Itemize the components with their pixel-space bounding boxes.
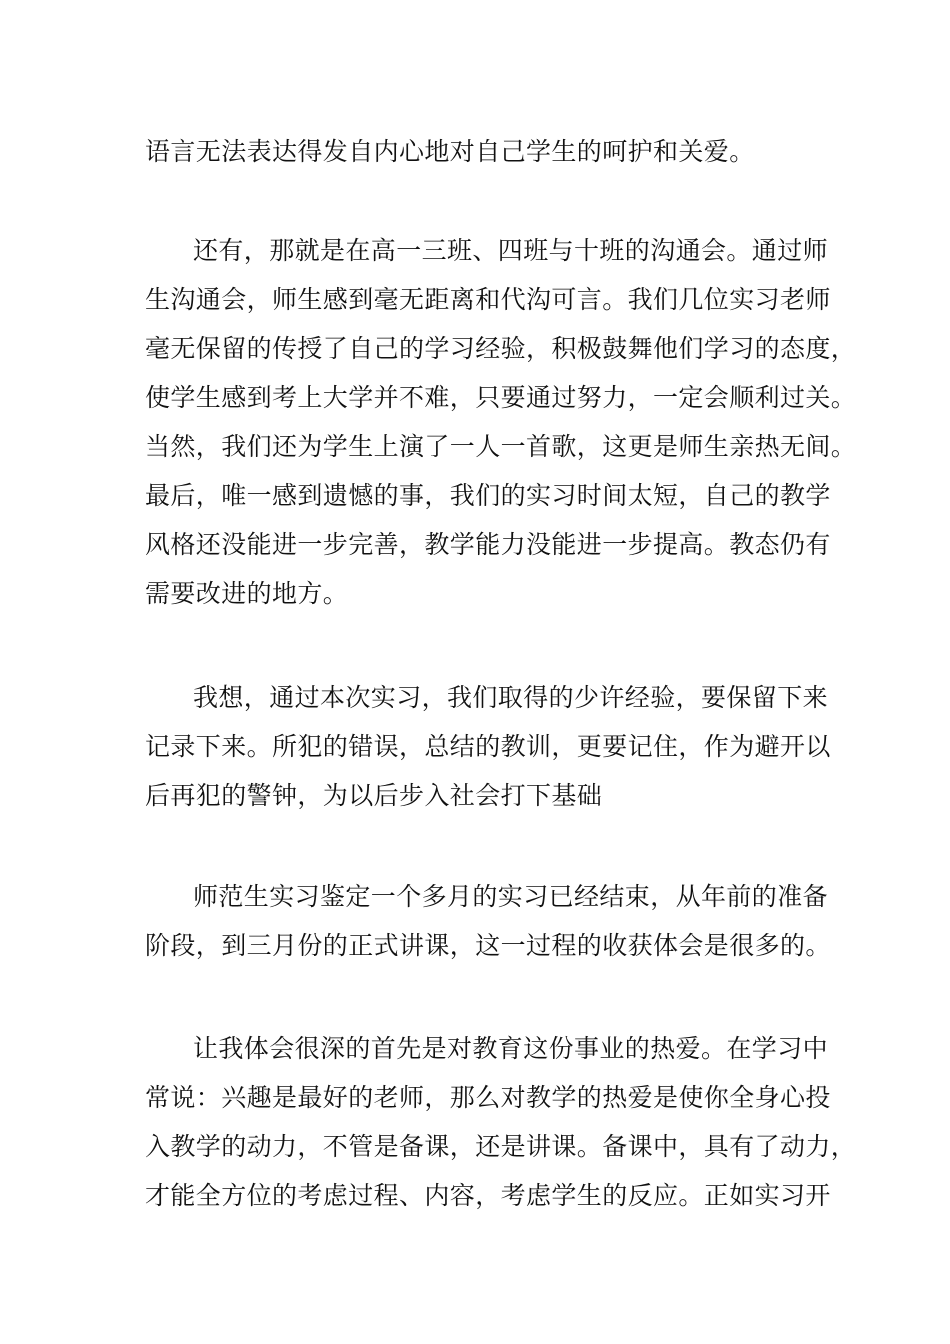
text-line: 阶段，到三月份的正式讲课，这一过程的收获体会是很多的。 bbox=[145, 931, 831, 960]
text-line: 语言无法表达得发自内心地对自己学生的呵护和关爱。 bbox=[145, 137, 755, 166]
text-line: 风格还没能进一步完善，教学能力没能进一步提高。教态仍有 bbox=[145, 530, 831, 559]
text-line: 师范生实习鉴定一个多月的实习已经结束，从年前的准备 bbox=[193, 882, 829, 911]
text-line: 最后，唯一感到遗憾的事，我们的实习时间太短，自己的教学 bbox=[145, 481, 831, 510]
text-line: 毫无保留的传授了自己的学习经验，积极鼓舞他们学习的态度， bbox=[145, 334, 857, 363]
text-line: 还有，那就是在高一三班、四班与十班的沟通会。通过师 bbox=[193, 236, 829, 265]
text-line: 才能全方位的考虑过程、内容，考虑学生的反应。正如实习开 bbox=[145, 1181, 831, 1210]
text-line: 使学生感到考上大学并不难，只要通过努力，一定会顺利过关。 bbox=[145, 383, 857, 412]
text-line: 当然，我们还为学生上演了一人一首歌，这更是师生亲热无间。 bbox=[145, 432, 857, 461]
text-line: 后再犯的警钟，为以后步入社会打下基础 bbox=[145, 781, 603, 810]
text-line: 让我体会很深的首先是对教育这份事业的热爱。在学习中 bbox=[193, 1034, 829, 1063]
text-line: 我想，通过本次实习，我们取得的少许经验，要保留下来 bbox=[193, 683, 829, 712]
text-line: 生沟通会，师生感到毫无距离和代沟可言。我们几位实习老师 bbox=[145, 285, 831, 314]
text-line: 入教学的动力，不管是备课，还是讲课。备课中，具有了动力， bbox=[145, 1132, 857, 1161]
text-line: 需要改进的地方。 bbox=[145, 579, 349, 608]
text-line: 常说：兴趣是最好的老师，那么对教学的热爱是使你全身心投 bbox=[145, 1083, 831, 1112]
text-line: 记录下来。所犯的错误，总结的教训，更要记住，作为避开以 bbox=[145, 732, 831, 761]
